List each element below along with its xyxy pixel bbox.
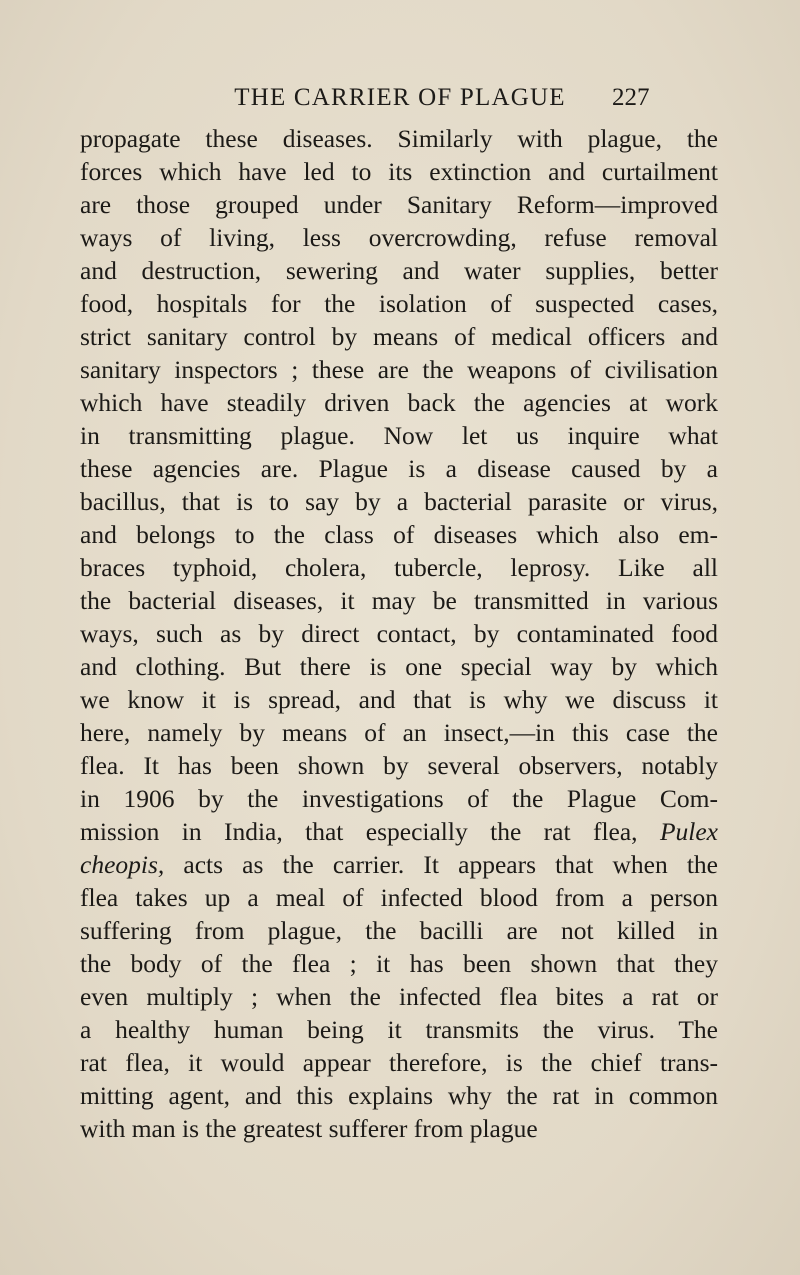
text-line-9: which have steadily driven back the agencies at work [80, 388, 718, 417]
body-text [80, 122, 718, 1145]
text-line-19: here, namely by means of an insect,—in this case the [80, 718, 718, 747]
text-line-6: food, hospitals for the isolation of suspected cases, [80, 289, 718, 318]
text-line-18: we know it is spread, and that is why we discuss it [80, 685, 718, 714]
text-line-15: the bacterial diseases, it may be transmitted in various [80, 586, 718, 615]
text-line-10: in transmitting plague. Now let us inquire what [80, 421, 718, 450]
text-line-23-roman: acts as the carrier. It appears that when the [183, 850, 718, 879]
text-line-24: flea takes up a meal of infected blood from a person [80, 883, 718, 912]
page-number: 227 [612, 84, 650, 111]
text-line-13: and belongs to the class of diseases which also em- [80, 520, 718, 549]
text-line-22-roman: mission in India, that especially the rat flea, [80, 817, 638, 846]
text-line-25: suffering from plague, the bacilli are not killed in [80, 916, 718, 945]
text-line-1: propagate these diseases. Similarly with plague, the [80, 124, 718, 153]
text-line-30: mitting agent, and this explains why the rat in common [80, 1081, 718, 1110]
text-line-20: flea. It has been shown by several observers, notably [80, 751, 718, 780]
text-line-14: braces typhoid, cholera, tubercle, leprosy. Like all [80, 553, 718, 582]
text-line-17: and clothing. But there is one special way by which [80, 652, 718, 681]
text-line-16: ways, such as by direct contact, by contaminated food [80, 619, 718, 648]
text-line-11: these agencies are. Plague is a disease caused by a [80, 454, 718, 483]
running-head [0, 80, 800, 116]
text-line-22-italic: Pulex [659, 817, 719, 846]
text-line-3: are those grouped under Sanitary Reform—improved [80, 190, 718, 219]
text-line-28: a healthy human being it transmits the virus. The [80, 1015, 718, 1044]
text-line-8: sanitary inspectors ; these are the weapons of civilisation [80, 355, 718, 384]
text-line-23 [80, 848, 718, 881]
text-line-7: strict sanitary control by means of medical officers and [80, 322, 718, 351]
text-line-29: rat flea, it would appear therefore, is the chief trans- [80, 1048, 718, 1077]
text-line-31: with man is the greatest sufferer from plague [80, 1114, 538, 1143]
text-line-12: bacillus, that is to say by a bacterial parasite or virus, [80, 487, 718, 516]
text-line-5: and destruction, sewering and water supplies, better [80, 256, 718, 285]
text-line-23-italic: cheopis, [80, 850, 165, 879]
text-line-26: the body of the flea ; it has been shown that they [80, 949, 718, 978]
running-title: THE CARRIER OF PLAGUE [234, 84, 566, 111]
text-line-4: ways of living, less overcrowding, refuse removal [80, 223, 718, 252]
text-line-27: even multiply ; when the infected flea bites a rat or [80, 982, 718, 1011]
text-line-21: in 1906 by the investigations of the Plague Com- [80, 784, 718, 813]
text-line-2: forces which have led to its extinction and curtailment [80, 157, 718, 186]
text-line-22 [80, 815, 718, 848]
